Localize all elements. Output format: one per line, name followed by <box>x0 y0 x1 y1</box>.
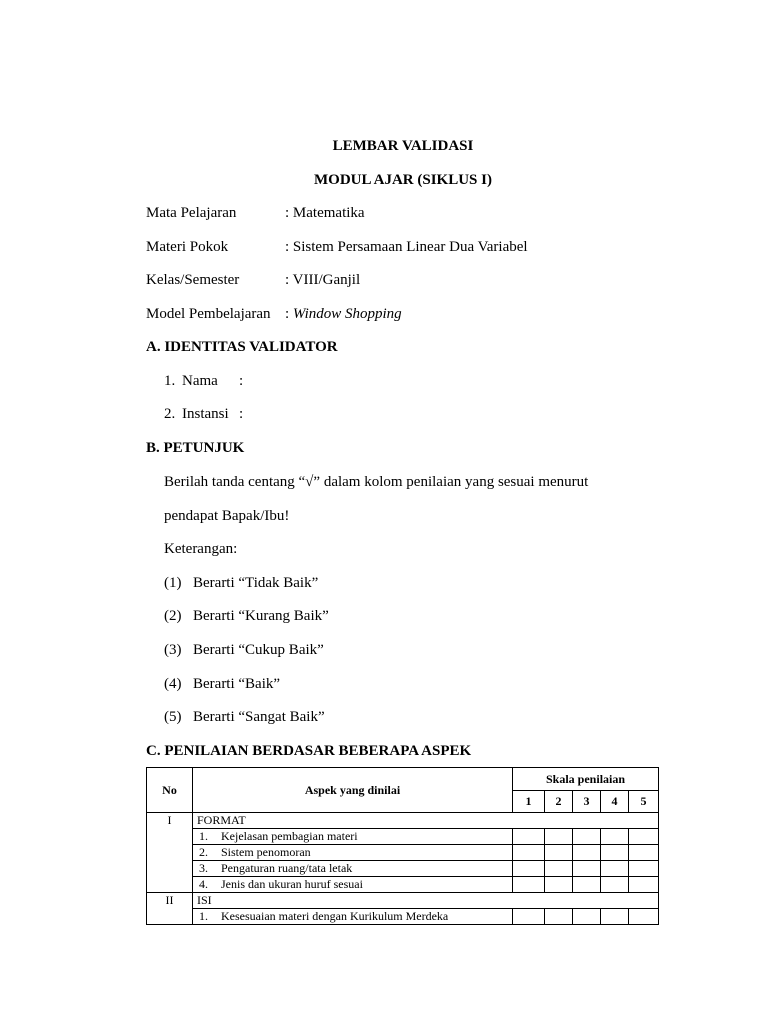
score-cell-2[interactable] <box>545 861 573 877</box>
instruction-line-2: pendapat Bapak/Ibu! <box>164 508 290 524</box>
info-value-topic: : Sistem Persamaan Linear Dua Variabel <box>285 239 528 255</box>
score-cell-2[interactable] <box>545 877 573 893</box>
score-cell-3[interactable] <box>573 909 601 925</box>
score-cell-5[interactable] <box>629 845 659 861</box>
score-cell-3[interactable] <box>573 877 601 893</box>
section-b-heading: B. PETUNJUK <box>146 440 245 456</box>
score-cell-1[interactable] <box>513 845 545 861</box>
score-cell-2[interactable] <box>545 909 573 925</box>
scale-item-number: (3) <box>164 642 182 658</box>
scale-item-number: (1) <box>164 575 182 591</box>
score-cell-1[interactable] <box>513 829 545 845</box>
group-title: FORMAT <box>193 813 659 829</box>
validator-name-label: Nama <box>182 373 218 389</box>
score-cell-5[interactable] <box>629 909 659 925</box>
aspect-number: 1. <box>199 829 208 843</box>
score-cell-4[interactable] <box>601 877 629 893</box>
score-cell-4[interactable] <box>601 845 629 861</box>
table-row <box>147 813 659 829</box>
scale-item-text: Berarti “Kurang Baik” <box>193 608 329 624</box>
score-cell-5[interactable] <box>629 877 659 893</box>
validator-name-number: 1. <box>164 373 176 389</box>
aspect-number: 4. <box>199 877 208 891</box>
aspect-number: 3. <box>199 861 208 875</box>
score-cell-1[interactable] <box>513 877 545 893</box>
info-value-subject: : Matematika <box>285 205 365 221</box>
table-row <box>147 829 659 845</box>
validator-institution-number: 2. <box>164 406 176 422</box>
score-cell-5[interactable] <box>629 861 659 877</box>
score-cell-4[interactable] <box>601 861 629 877</box>
score-cell-2[interactable] <box>545 845 573 861</box>
score-cell-1[interactable] <box>513 861 545 877</box>
aspect-cell <box>193 877 513 893</box>
table-row <box>147 861 659 877</box>
aspect-cell <box>193 861 513 877</box>
scale-item-number: (2) <box>164 608 182 624</box>
validator-institution-colon: : <box>239 406 244 422</box>
score-cell-3[interactable] <box>573 861 601 877</box>
info-value-model-text: Window Shopping <box>292 306 402 322</box>
aspect-cell <box>193 909 513 925</box>
scale-header-5: 5 <box>629 791 659 813</box>
table-row <box>147 877 659 893</box>
scale-header-2: 2 <box>545 791 573 813</box>
info-label-subject: Mata Pelajaran <box>146 205 237 221</box>
aspect-text: Sistem penomoran <box>221 845 311 859</box>
group-number: II <box>147 893 193 925</box>
aspect-text: Jenis dan ukuran huruf sesuai <box>221 877 363 891</box>
aspect-number: 2. <box>199 845 208 859</box>
scale-item-text: Berarti “Tidak Baik” <box>193 575 319 591</box>
column-header-scale: Skala penilaian <box>513 768 659 791</box>
info-label-class: Kelas/Semester <box>146 272 240 288</box>
info-value-model <box>285 306 402 323</box>
group-title: ISI <box>193 893 659 909</box>
score-cell-5[interactable] <box>629 829 659 845</box>
score-cell-1[interactable] <box>513 909 545 925</box>
table-row <box>147 845 659 861</box>
score-cell-4[interactable] <box>601 909 629 925</box>
info-label-topic: Materi Pokok <box>146 239 229 255</box>
aspect-cell <box>193 845 513 861</box>
scale-header-3: 3 <box>573 791 601 813</box>
group-number: I <box>147 813 193 893</box>
info-value-model-prefix: : <box>285 306 293 322</box>
scale-item-number: (4) <box>164 676 182 692</box>
assessment-table <box>146 767 659 925</box>
aspect-text: Kesesuaian materi dengan Kurikulum Merdeka <box>221 909 449 923</box>
aspect-cell <box>193 829 513 845</box>
keterangan-label: Keterangan: <box>164 541 238 557</box>
aspect-number: 1. <box>199 909 208 923</box>
info-label-model: Model Pembelajaran <box>146 306 271 322</box>
aspect-text: Kejelasan pembagian materi <box>221 829 358 843</box>
column-header-aspect: Aspek yang dinilai <box>193 768 513 813</box>
column-header-no: No <box>147 768 193 813</box>
scale-item-number: (5) <box>164 709 182 725</box>
scale-item-text: Berarti “Sangat Baik” <box>193 709 325 725</box>
info-value-class: : VIII/Ganjil <box>285 272 361 288</box>
scale-header-1: 1 <box>513 791 545 813</box>
table-row <box>147 909 659 925</box>
score-cell-4[interactable] <box>601 829 629 845</box>
aspect-text: Pengaturan ruang/tata letak <box>221 861 353 875</box>
scale-item-text: Berarti “Cukup Baik” <box>193 642 324 658</box>
document-title: LEMBAR VALIDASI <box>332 138 474 154</box>
validator-name-colon: : <box>239 373 244 389</box>
scale-header-4: 4 <box>601 791 629 813</box>
score-cell-2[interactable] <box>545 829 573 845</box>
instruction-line-1: Berilah tanda centang “√” dalam kolom penilaian yang sesuai menurut <box>164 474 589 490</box>
table-row <box>147 893 659 909</box>
section-c-heading: C. PENILAIAN BERDASAR BEBERAPA ASPEK <box>146 743 472 759</box>
score-cell-3[interactable] <box>573 845 601 861</box>
document-subtitle: MODUL AJAR (SIKLUS I) <box>314 172 492 188</box>
section-a-heading: A. IDENTITAS VALIDATOR <box>146 339 338 355</box>
scale-item-text: Berarti “Baik” <box>193 676 281 692</box>
validator-institution-label: Instansi <box>182 406 229 422</box>
score-cell-3[interactable] <box>573 829 601 845</box>
